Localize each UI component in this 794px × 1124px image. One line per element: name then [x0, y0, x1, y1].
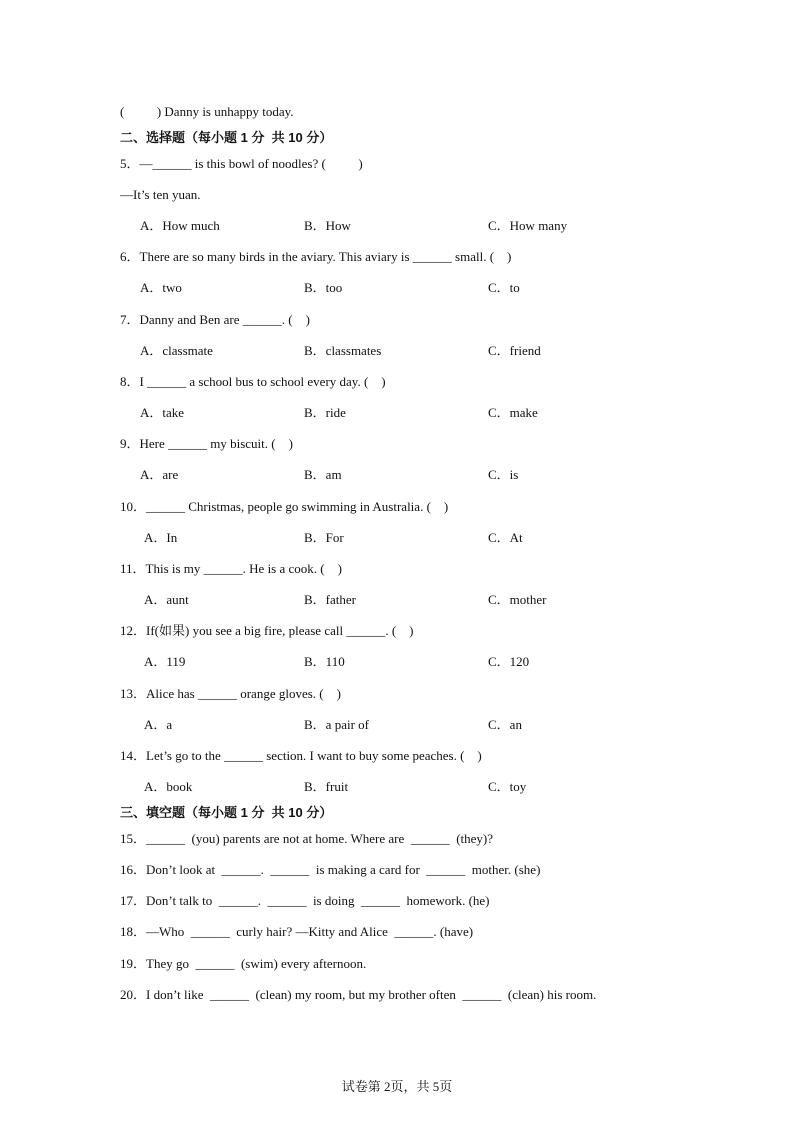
question-12-option-b: B．110 — [304, 654, 345, 669]
question-9-option-a: A．are — [140, 467, 179, 482]
section-2-heading: 二、选择题（每小题 1 分 共 10 分） — [120, 130, 333, 145]
question-13-stem: 13．Alice has ______ orange gloves. ( ) — [120, 686, 341, 701]
question-6-option-a: A．two — [140, 280, 182, 295]
question-7-option-b: B．classmates — [304, 343, 382, 358]
question-5-option-a: A．How much — [140, 218, 220, 233]
intro-question: ( ) Danny is unhappy today. — [120, 104, 294, 119]
question-17: 17．Don’t talk to ______. ______ is doing ______ homework. (he) — [120, 893, 490, 908]
question-8-stem: 8．I ______ a school bus to school every day. ( ) — [120, 374, 386, 389]
question-9-option-c: C．is — [488, 467, 519, 482]
question-12-option-c: C．120 — [488, 654, 530, 669]
question-11-option-a: A．aunt — [144, 592, 189, 607]
question-13-option-a: A．a — [144, 717, 173, 732]
question-13-option-c: C．an — [488, 717, 522, 732]
question-11-stem: 11．This is my ______. He is a cook. ( ) — [120, 561, 342, 576]
question-5-option-b: B．How — [304, 218, 351, 233]
question-14-option-c: C．toy — [488, 779, 527, 794]
question-14-stem: 14．Let’s go to the ______ section. I want to buy some peaches. ( ) — [120, 748, 482, 763]
question-15: 15．______ (you) parents are not at home. Where are ______ (they)? — [120, 831, 494, 846]
question-19: 19．They go ______ (swim) every afternoon. — [120, 956, 367, 971]
question-8-option-a: A．take — [140, 405, 185, 420]
question-9-stem: 9．Here ______ my biscuit. ( ) — [120, 436, 293, 451]
question-11-option-b: B．father — [304, 592, 356, 607]
question-5-stem: 5．—______ is this bowl of noodles? ( ) — [120, 156, 363, 171]
question-18: 18．—Who ______ curly hair? —Kitty and Alice ______. (have) — [120, 924, 474, 939]
question-10-option-b: B．For — [304, 530, 344, 545]
question-10-option-c: C．At — [488, 530, 523, 545]
page-footer: 试卷第 2页，共 5页 — [341, 1079, 453, 1094]
question-5-reply: —It’s ten yuan. — [120, 187, 201, 202]
question-8-option-b: B．ride — [304, 405, 346, 420]
question-13-option-b: B．a pair of — [304, 717, 369, 732]
question-10-option-a: A．In — [144, 530, 178, 545]
question-7-option-c: C．friend — [488, 343, 541, 358]
question-8-option-c: C．make — [488, 405, 538, 420]
question-12-option-a: A．119 — [144, 654, 186, 669]
question-14-option-a: A．book — [144, 779, 193, 794]
question-9-option-b: B．am — [304, 467, 342, 482]
question-16: 16．Don’t look at ______. ______ is making a card for ______ mother. (she) — [120, 862, 541, 877]
section-3-heading: 三、填空题（每小题 1 分 共 10 分） — [120, 805, 333, 820]
question-6-stem: 6．There are so many birds in the aviary. This aviary is ______ small. ( ) — [120, 249, 512, 264]
question-11-option-c: C．mother — [488, 592, 547, 607]
question-7-stem: 7．Danny and Ben are ______. ( ) — [120, 312, 310, 327]
question-6-option-b: B．too — [304, 280, 343, 295]
question-5-option-c: C．How many — [488, 218, 568, 233]
question-14-option-b: B．fruit — [304, 779, 349, 794]
question-6-option-c: C．to — [488, 280, 520, 295]
question-7-option-a: A．classmate — [140, 343, 213, 358]
question-20: 20．I don’t like ______ (clean) my room, but my brother often ______ (clean) his room. — [120, 987, 597, 1002]
question-10-stem: 10．______ Christmas, people go swimming in Australia. ( ) — [120, 499, 449, 514]
question-12-stem: 12．If(如果) you see a big fire, please call ______. ( ) — [120, 623, 414, 638]
